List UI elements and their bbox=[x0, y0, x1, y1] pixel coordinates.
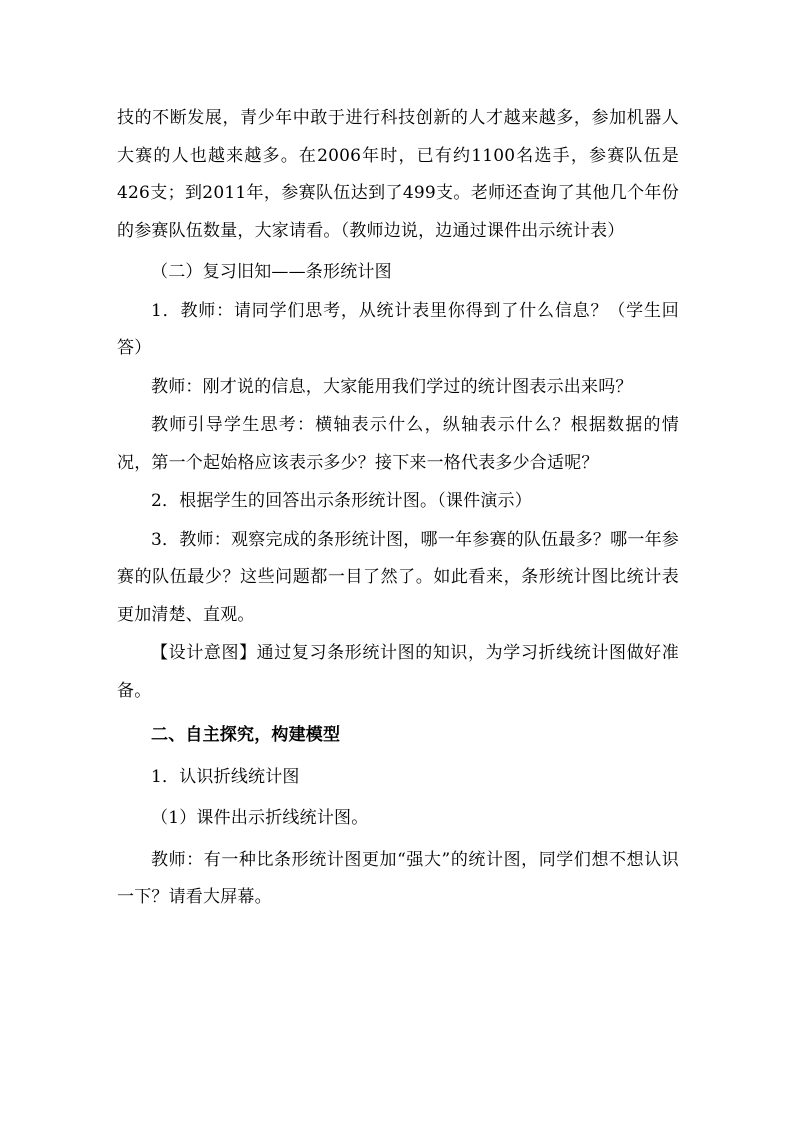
paragraph-show-bar-chart: 2．根据学生的回答出示条形统计图。（课件演示） bbox=[151, 491, 532, 511]
section-heading-explore-model: 二、自主探究，构建模型 bbox=[151, 725, 341, 745]
paragraph-show-line-chart: （1）课件出示折线统计图。 bbox=[151, 808, 369, 828]
paragraph-teacher-guidance-axes: 教师引导学生思考：横轴表示什么，纵轴表示什么？根据数据的情况，第一个起始格应该表示多少？接下来一格代表多少合适呢？ bbox=[117, 415, 679, 473]
paragraph-teacher-intro-line-chart: 教师：有一种比条形统计图更加“强大”的统计图，同学们想不想认识一下？请看大屏幕。 bbox=[117, 849, 679, 907]
paragraph-robot-competition-intro: 技的不断发展，青少年中敢于进行科技创新的人才越来越多，参加机器人大赛的人也越来越多。在2006年时，已有约1100名选手，参赛队伍是426支；到2011年，参赛队伍达到了499支。老师还查询了其他几个年份的参赛队伍数量，大家请看。（教师边说，边通过课件出示统计表） bbox=[117, 108, 679, 241]
paragraph-observe-bar-chart: 3．教师：观察完成的条形统计图，哪一年参赛的队伍最多？哪一年参赛的队伍最少？这些问题都一目了然了。如此看来，条形统计图比统计表更加清楚、直观。 bbox=[117, 529, 679, 625]
section-heading-review-bar-chart: （二）复习旧知——条形统计图 bbox=[151, 262, 392, 282]
subheading-know-line-chart: 1．认识折线统计图 bbox=[151, 766, 300, 787]
paragraph-teacher-question-table-info: 1．教师：请同学们思考，从统计表里你得到了什么信息？（学生回答） bbox=[117, 300, 679, 358]
paragraph-design-intent: 【设计意图】通过复习条形统计图的知识，为学习折线统计图做好准备。 bbox=[117, 643, 679, 701]
document-body bbox=[117, 100, 679, 917]
paragraph-teacher-question-represent: 教师：刚才说的信息，大家能用我们学过的统计图表示出来吗？ bbox=[151, 376, 633, 397]
